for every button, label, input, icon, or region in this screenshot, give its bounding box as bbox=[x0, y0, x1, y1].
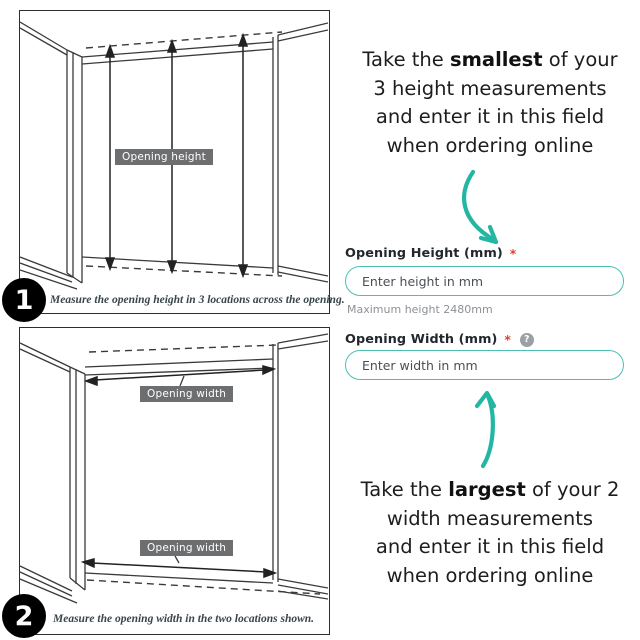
width-diagram-panel bbox=[19, 327, 330, 635]
height-instruction-pre: Take the bbox=[362, 48, 450, 71]
opening-width-label-bottom: Opening width bbox=[140, 540, 233, 556]
width-instruction-line4: when ordering online bbox=[386, 563, 594, 587]
opening-width-label-top: Opening width bbox=[140, 386, 233, 402]
step-1-badge bbox=[2, 278, 46, 322]
height-instruction-post: of your bbox=[542, 48, 618, 71]
smallest-emphasis: smallest bbox=[449, 48, 543, 71]
height-instruction-text bbox=[340, 46, 640, 160]
step-1-number: 1 bbox=[14, 284, 34, 316]
height-instruction-line3: and enter it in this field bbox=[375, 105, 605, 128]
step-2-badge bbox=[2, 594, 46, 638]
width-instruction-text bbox=[340, 476, 640, 590]
height-instruction-line2: 3 height measurements bbox=[373, 76, 607, 100]
required-asterisk: * bbox=[509, 246, 517, 261]
height-instruction-line4: when ordering online bbox=[386, 133, 594, 157]
opening-width-field-label-row bbox=[345, 332, 534, 347]
opening-width-illustration bbox=[20, 328, 328, 633]
width-instruction-post: of your 2 bbox=[525, 478, 620, 501]
curved-arrow-down-icon bbox=[452, 168, 508, 252]
help-icon[interactable]: ? bbox=[520, 333, 534, 347]
opening-width-input[interactable] bbox=[345, 350, 624, 380]
opening-height-field-label-row bbox=[345, 246, 516, 261]
step-2-number: 2 bbox=[14, 600, 34, 632]
height-diagram-panel bbox=[19, 10, 345, 314]
largest-emphasis: largest bbox=[448, 478, 526, 501]
height-diagram-caption: Measure the opening height in 3 locations across the opening. bbox=[50, 294, 345, 306]
width-instruction-line3: and enter it in this field bbox=[375, 535, 605, 558]
width-instruction-line2: width measurements bbox=[386, 506, 594, 530]
curved-arrow-up-icon bbox=[468, 386, 512, 470]
required-asterisk: * bbox=[504, 332, 511, 347]
opening-height-input[interactable] bbox=[345, 266, 624, 296]
opening-width-field-label: Opening Width (mm) bbox=[345, 332, 498, 347]
width-instruction-pre: Take the bbox=[360, 478, 449, 501]
max-height-helper-text: Maximum height 2480mm bbox=[347, 303, 493, 316]
width-diagram-caption: Measure the opening width in the two locations shown. bbox=[53, 613, 315, 625]
opening-height-field-label: Opening Height (mm) bbox=[345, 246, 503, 261]
opening-height-label: Opening height bbox=[115, 149, 213, 165]
